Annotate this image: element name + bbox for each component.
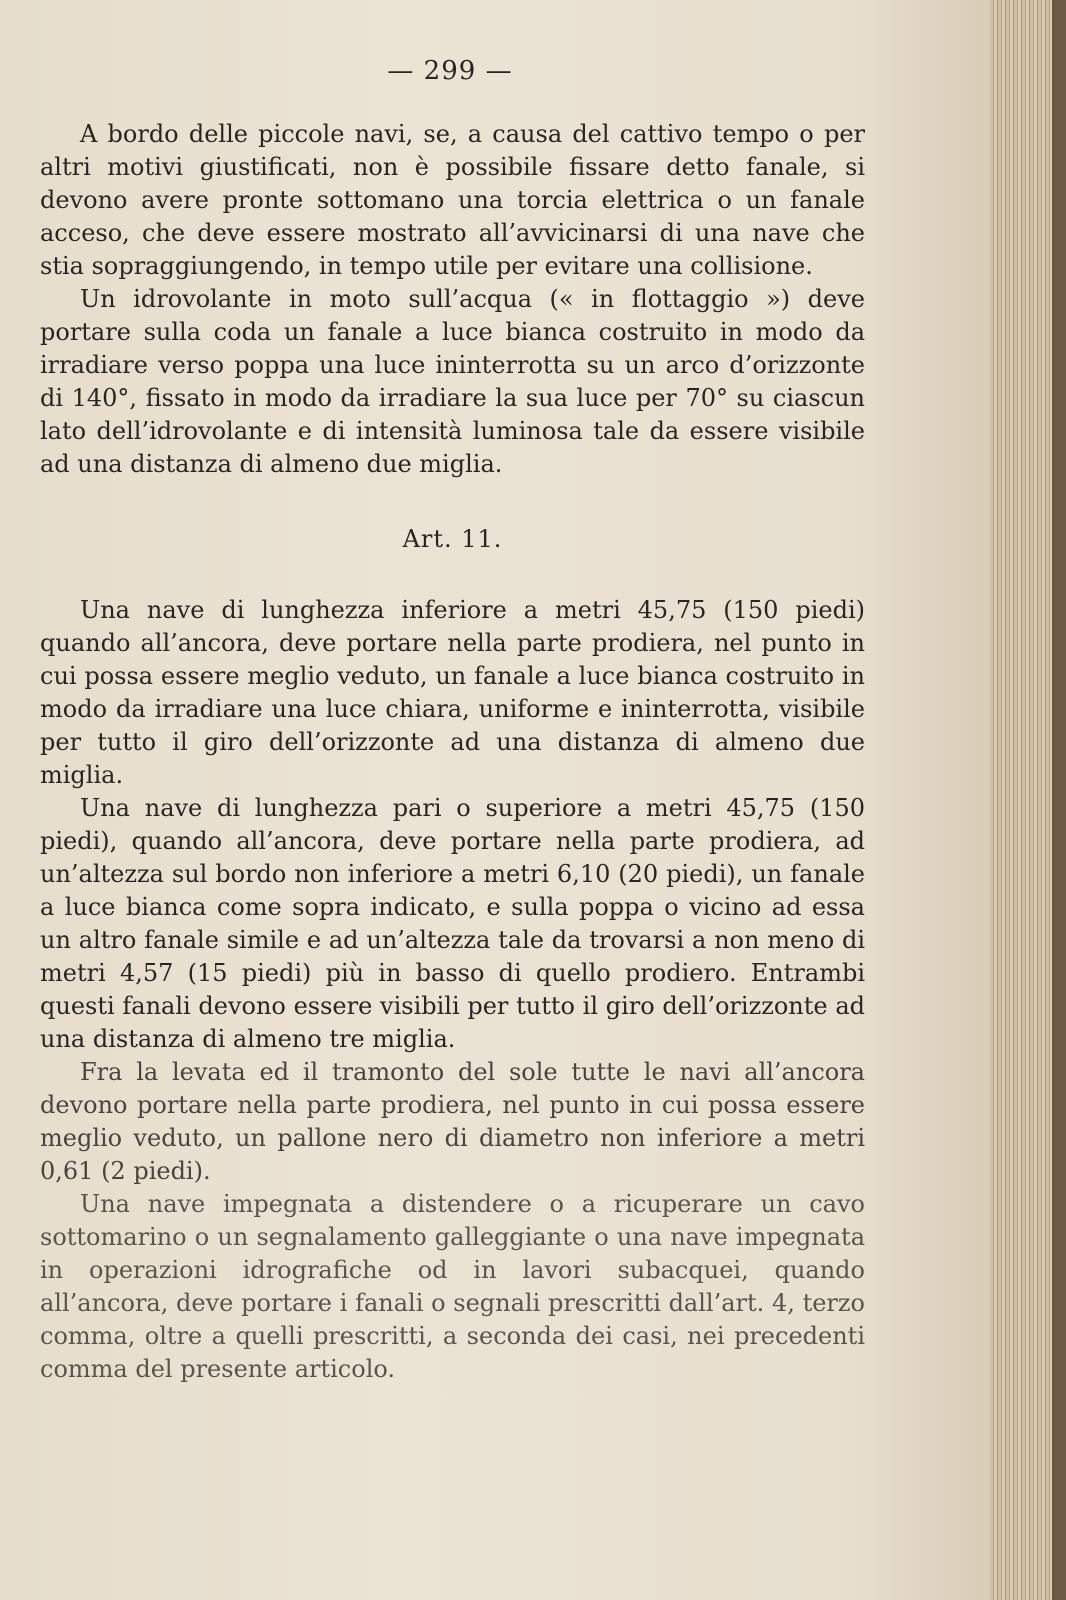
page-body — [40, 118, 865, 1386]
paragraph: A bordo delle piccole navi, se, a causa del cattivo tempo o per altri motivi giustificati, non è possibile fissare detto fanale, si devono avere pronte sottomano una torcia elettrica o un fanale acceso, che deve essere mostrato all’avvicinarsi di una nave che stia sopraggiungendo, in tempo utile per evitare una collisione. — [40, 120, 865, 280]
paragraph: Una nave di lunghezza inferiore a metri 45,75 (150 piedi) quando all’ancora, deve portare nella parte prodiera, nel punto in cui possa essere meglio veduto, un fanale a luce bianca costruito in modo da irradiare una luce chiara, uniforme e ininterrotta, visibile per tutto il giro dell’orizzonte ad una distanza di almeno due miglia. — [40, 596, 865, 789]
paragraph: Una nave di lunghezza pari o superiore a metri 45,75 (150 piedi), quando all’ancora, deve portare nella parte prodiera, ad un’altezza sul bordo non inferiore a metri 6,10 (20 piedi), un fanale a luce bianca come sopra indicato, e sulla poppa o vicino ad essa un altro fanale simile e ad un’altezza tale da trovarsi a non meno di metri 4,57 (15 piedi) più in basso di quello prodiero. Entrambi questi fanali devono essere visibili per tutto il giro dell’orizzonte ad una distanza di almeno tre miglia. — [40, 794, 865, 1053]
article-heading: Art. 11. — [402, 525, 503, 553]
paragraph: Un idrovolante in moto sull’acqua (« in flottaggio ») deve portare sulla coda un fanale a luce bianca costruito in modo da irradiare verso poppa una luce ininterrotta su un arco d’orizzonte di 140°, fissato in modo da irradiare la sua luce per 70° su ciascun lato dell’idrovolante e di intensità luminosa tale da essere visibile ad una distanza di almeno due miglia. — [40, 285, 865, 478]
page-edges — [990, 0, 1066, 1600]
page-number: — 299 — — [387, 56, 513, 86]
paragraph: Una nave impegnata a distendere o a ricuperare un cavo sottomarino o un segnalamento galleggiante o una nave impegnata in operazioni idrografiche od in lavori subacquei, quando all’ancora, deve portare i fanali o segnali prescritti dall’art. 4, terzo comma, oltre a quelli prescritti, a seconda dei casi, nei precedenti comma del presente articolo. — [40, 1190, 865, 1383]
paragraph: Fra la levata ed il tramonto del sole tutte le navi all’ancora devono portare nella parte prodiera, nel punto in cui possa essere meglio veduto, un pallone nero di diametro non inferiore a metri 0,61 (2 piedi). — [40, 1058, 865, 1185]
